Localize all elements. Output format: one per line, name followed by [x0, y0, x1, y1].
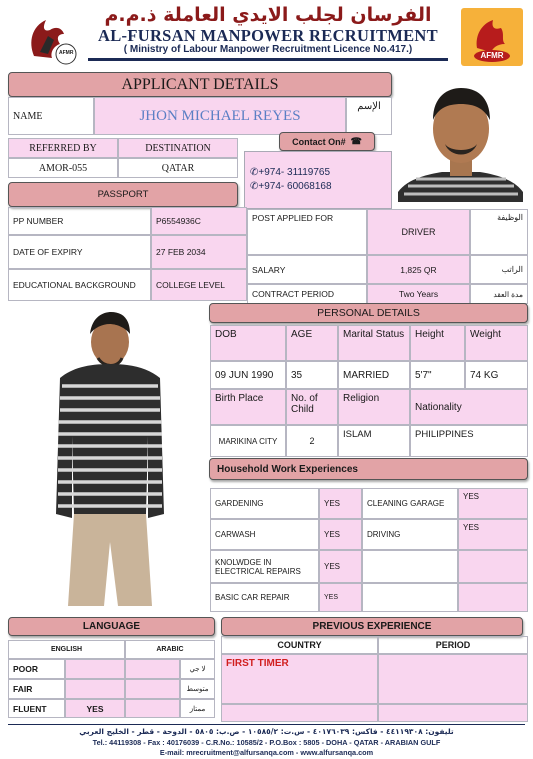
contact-box — [244, 151, 392, 209]
marital-value: MARRIED — [338, 361, 410, 389]
language-arabic-3 — [125, 699, 180, 718]
nationality-value: PHILIPPINES — [410, 425, 528, 457]
language-col-arabic: ARABIC — [125, 640, 215, 659]
salary-label-ar: الراتب — [470, 255, 528, 284]
phone-1 — [250, 167, 330, 178]
language-english-3: YES — [65, 699, 125, 718]
language-english-2 — [65, 679, 125, 699]
applicant-details-title: APPLICANT DETAILS — [8, 72, 392, 97]
household-left-2: CARWASH — [210, 519, 319, 550]
contract-label-ar: مدة العقد — [470, 284, 528, 304]
afmr-logo-text: AFMR — [480, 51, 504, 60]
contact-label-box — [279, 132, 375, 151]
language-ar-label-1: لا جي — [180, 659, 215, 679]
phone-2 — [250, 181, 332, 192]
header-rule — [88, 58, 448, 61]
phone-1-text: +974- 31119765 — [258, 167, 331, 178]
expiry-value: 27 FEB 2034 — [151, 235, 247, 269]
education-label: EDUCATIONAL BACKGROUND — [8, 269, 151, 301]
destination-label: DESTINATION — [118, 138, 238, 158]
experience-country-value-2 — [221, 704, 378, 722]
dob-header: DOB — [210, 325, 286, 361]
religion-value: ISLAM — [338, 425, 410, 457]
footer-rule — [8, 724, 525, 725]
age-value: 35 — [286, 361, 338, 389]
language-level-1: POOR — [8, 659, 65, 679]
language-level-3: FLUENT — [8, 699, 65, 718]
phone-icon-1: ✆ — [250, 167, 259, 178]
household-right-1: CLEANING GARAGE — [362, 488, 458, 519]
pp-number-label: PP NUMBER — [8, 207, 151, 235]
language-ar-label-2: متوسط — [180, 679, 215, 699]
phone-2-text: +974- 60068168 — [258, 181, 332, 192]
personal-details-title: PERSONAL DETAILS — [209, 303, 528, 323]
household-left-3: KNOLWDGE IN ELECTRICAL REPAIRS — [210, 550, 319, 583]
household-title: Household Work Experiences — [209, 458, 528, 480]
name-label-ar: الإسم — [346, 97, 392, 135]
experience-period-value — [378, 654, 528, 704]
household-left-val-4: YES — [319, 583, 362, 612]
experience-title: PREVIOUS EXPERIENCE — [221, 617, 523, 636]
salary-value: 1,825 QR — [367, 255, 470, 284]
household-left-val-2: YES — [319, 519, 362, 550]
household-left-4: BASIC CAR REPAIR — [210, 583, 319, 612]
household-right-val-4 — [458, 583, 528, 612]
language-arabic-2 — [125, 679, 180, 699]
language-col-english: ENGLISH — [8, 640, 125, 659]
age-header: AGE — [286, 325, 338, 361]
language-title: LANGUAGE — [8, 617, 215, 636]
household-left-val-1: YES — [319, 488, 362, 519]
language-ar-label-3: ممتاز — [180, 699, 215, 718]
height-value: 5'7" — [410, 361, 465, 389]
passport-title: PASSPORT — [8, 182, 238, 207]
footer-arabic-line: تليفون: ٤٤١١٩٣٠٨ - فاكس: ٤٠١٧٦٠٣٩ - س.ت: ١٠٥٨٥/٢ - ص.ب: ٥٨٠٥ - الدوحة - قطر - الخليج العربي — [79, 727, 454, 736]
children-value: 2 — [286, 425, 338, 457]
headshot-photo — [398, 74, 523, 202]
household-right-3 — [362, 550, 458, 583]
experience-col-period: PERIOD — [378, 636, 528, 654]
footer-english-line: Tel.: 44119308 - Fax : 40176039 - C.R.No.: 10585/2 - P.O.Box : 5805 - DOHA - QATAR - ARABIAN GULF — [92, 738, 441, 747]
experience-col-country: COUNTRY — [221, 636, 378, 654]
afmr-logo — [461, 8, 523, 66]
children-header: No. of Child — [286, 389, 338, 425]
household-right-val-1: YES — [458, 488, 528, 519]
name-label: NAME — [8, 97, 94, 135]
birthplace-header: Birth Place — [210, 389, 286, 425]
weight-header: Weight — [465, 325, 528, 361]
pp-number-value: P6554936C — [151, 207, 247, 235]
household-right-4 — [362, 583, 458, 612]
weight-value: 74 KG — [465, 361, 528, 389]
dob-value: 09 JUN 1990 — [210, 361, 286, 389]
birthplace-value: MARIKINA CITY — [210, 425, 286, 457]
salary-label: SALARY — [247, 255, 367, 284]
footer-email-line: E-mail: mrecruitment@alfursanqa.com - www.alfursanqa.com — [159, 748, 374, 757]
licence-text: ( Ministry of Labour Manpower Recruitment Licence No.417.) — [123, 44, 413, 55]
header — [0, 0, 533, 70]
household-right-2: DRIVING — [362, 519, 458, 550]
post-label-ar: الوظيفة — [470, 209, 528, 255]
horse-emblem-icon — [22, 12, 80, 66]
religion-header: Religion — [338, 389, 410, 425]
experience-period-value-2 — [378, 704, 528, 722]
height-header: Height — [410, 325, 465, 361]
education-value: COLLEGE LEVEL — [151, 269, 247, 301]
referred-by-value: AMOR-055 — [8, 158, 118, 178]
nationality-header: Nationality — [410, 389, 528, 425]
post-label: POST APPLIED FOR — [247, 209, 367, 255]
household-left-1: GARDENING — [210, 488, 319, 519]
language-arabic-1 — [125, 659, 180, 679]
contact-label: Contact On# — [292, 136, 346, 147]
post-value: DRIVER — [367, 209, 470, 255]
household-right-val-3 — [458, 550, 528, 583]
phone-icon: ☎ — [350, 136, 362, 146]
household-left-val-3: YES — [319, 550, 362, 583]
expiry-label: DATE OF EXPIRY — [8, 235, 151, 269]
destination-value: QATAR — [118, 158, 238, 178]
experience-country-value: FIRST TIMER — [221, 654, 378, 704]
household-right-val-2: YES — [458, 519, 528, 550]
contract-value: Two Years — [367, 284, 470, 304]
language-english-1 — [65, 659, 125, 679]
phone-icon-2: ✆ — [250, 181, 259, 192]
company-name: AL-FURSAN MANPOWER RECRUITMENT — [98, 26, 438, 45]
logo-text: AFMR — [59, 50, 74, 56]
arabic-company-name: الفرسان لجلب الايدي العاملة ذ.م.م — [104, 4, 432, 26]
full-body-photo — [8, 306, 206, 616]
language-level-2: FAIR — [8, 679, 65, 699]
marital-header: Marital Status — [338, 325, 410, 361]
referred-by-label: REFERRED BY — [8, 138, 118, 158]
name-value: JHON MICHAEL REYES — [94, 97, 346, 135]
contract-label: CONTRACT PERIOD — [247, 284, 367, 304]
